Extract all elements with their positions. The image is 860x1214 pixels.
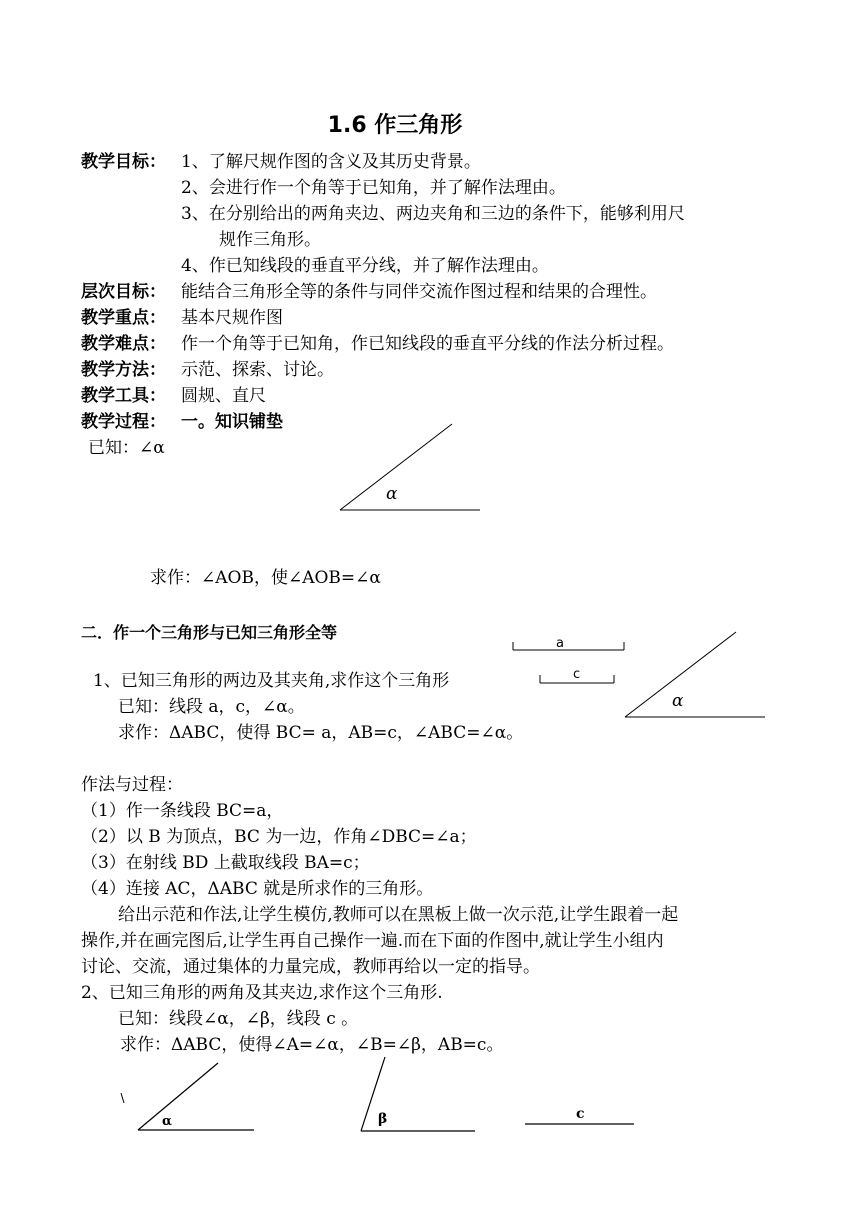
- objective-item: 4、作已知线段的垂直平分线，并了解作法理由。: [181, 256, 549, 276]
- beta-label: β: [378, 1111, 388, 1127]
- objectives-label: 教学目标：: [81, 152, 166, 172]
- known-angle-text: 已知：∠α: [88, 438, 165, 458]
- item-2-heading: 2、已知三角形的两角及其夹边,求作这个三角形.: [81, 983, 443, 1003]
- segment-c-label-3: c: [576, 1106, 585, 1122]
- alpha-label-3: α: [162, 1114, 173, 1129]
- key-point-label: 教学重点：: [81, 308, 166, 328]
- objective-item: 1、了解尺规作图的含义及其历史背景。: [181, 152, 481, 172]
- steps-intro: 作法与过程：: [81, 775, 183, 795]
- segment-a-figure: [513, 642, 624, 650]
- alpha-label-1: α: [386, 484, 398, 504]
- tools-label: 教学工具：: [81, 386, 166, 406]
- process-label: 教学过程：: [81, 412, 166, 432]
- item-1-known: 已知：线段 a，c，∠α。: [118, 697, 305, 717]
- item-1-find: 求作：ΔABC，使得 BC= a，AB=c，∠ABC=∠α。: [118, 723, 524, 743]
- segment-a-label: a: [556, 636, 564, 651]
- objective-item: 2、会进行作一个角等于已知角，并了解作法理由。: [181, 178, 566, 198]
- alpha-label-2: α: [672, 691, 684, 711]
- paragraph-line: 讨论、交流，通过集体的力量完成，教师再给以一定的指导。: [81, 957, 540, 977]
- item-2-known: 已知：线段∠α，∠β，线段 c 。: [118, 1009, 359, 1029]
- method-text: 示范、探索、讨论。: [181, 360, 334, 380]
- objective-item: 3、在分别给出的两角夹边、两边夹角和三边的条件下，能够利用尺: [181, 204, 685, 224]
- page-title: 1.6 作三角形: [327, 113, 463, 138]
- level-goal-text: 能结合三角形全等的条件与同伴交流作图过程和结果的合理性。: [181, 282, 657, 302]
- method-label: 教学方法：: [81, 360, 166, 380]
- difficulty-text: 作一个角等于已知角，作已知线段的垂直平分线的作法分析过程。: [181, 334, 674, 354]
- angle-alpha-figure-3: [121, 1063, 254, 1130]
- step-item: （3）在射线 BD 上截取线段 BA=c；: [81, 853, 370, 873]
- angle-alpha-figure-1: [340, 424, 480, 510]
- step-item: （4）连接 AC，ΔABC 就是所求作的三角形。: [81, 879, 434, 899]
- paragraph-line: 操作,并在画完图后,让学生再自己操作一遍.而在下面的作图中,就让学生小组内: [81, 931, 664, 951]
- segment-c-label: c: [573, 667, 581, 682]
- section-2-heading: 二．作一个三角形与已知三角形全等: [81, 623, 338, 642]
- angle-alpha-figure-2: [625, 632, 765, 717]
- key-point-text: 基本尺规作图: [181, 308, 283, 328]
- paragraph-line: 给出示范和作法,让学生模仿,教师可以在黑板上做一次示范,让学生跟着一起: [118, 905, 679, 925]
- step-item: （1）作一条线段 BC=a，: [81, 801, 284, 821]
- item-1-heading: 1、已知三角形的两边及其夹角,求作这个三角形: [93, 671, 450, 691]
- difficulty-label: 教学难点：: [81, 334, 166, 354]
- tools-text: 圆规、直尺: [181, 386, 266, 406]
- level-goal-label: 层次目标：: [81, 282, 166, 302]
- step-item: （2）以 B 为顶点，BC 为一边，作角∠DBC=∠a；: [81, 827, 477, 847]
- objective-item: 规作三角形。: [219, 230, 321, 250]
- process-text: 一。知识铺垫: [181, 412, 283, 432]
- item-2-find: 求作：ΔABC，使得∠A=∠α，∠B=∠β，AB=c。: [120, 1035, 504, 1055]
- find-angle-text: 求作：∠AOB，使∠AOB=∠α: [150, 568, 381, 588]
